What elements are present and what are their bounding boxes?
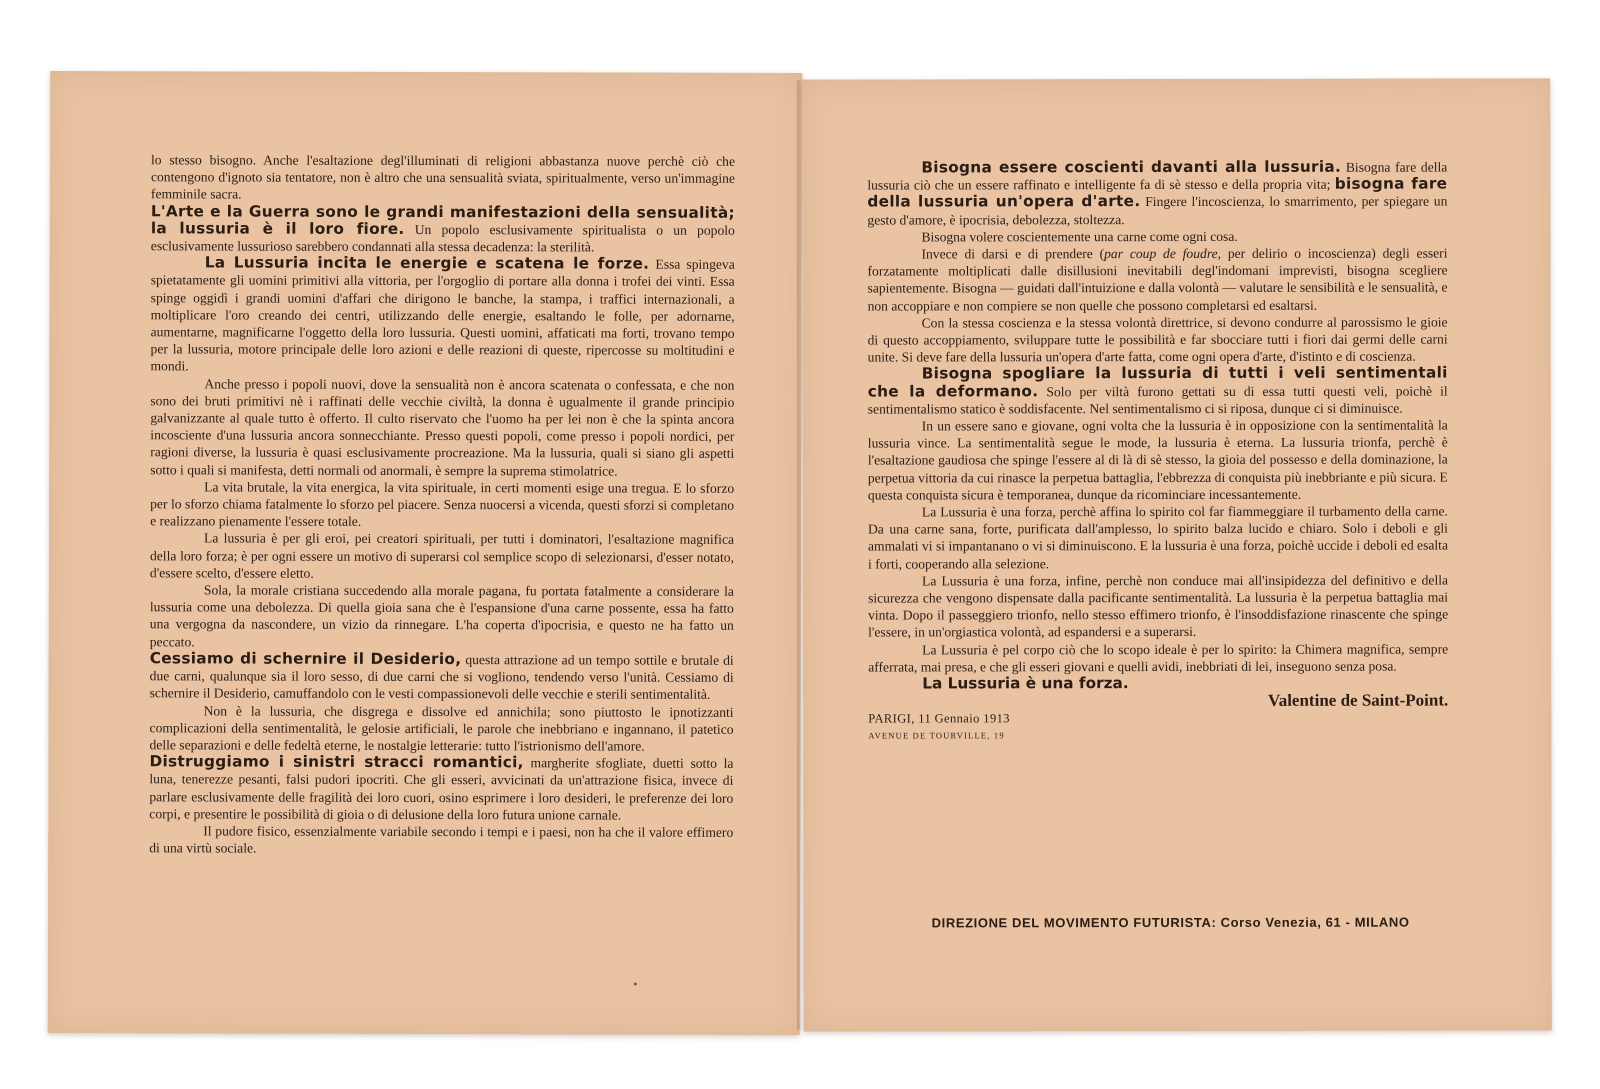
bold-heading: Bisogna essere coscienti davanti alla lussuria. (921, 157, 1342, 177)
paragraph (150, 254, 734, 376)
paragraph-text: Essa spingeva spietatamente gli uomini primitivi alla vittoria, per l'orgoglio di portare alla donna i trofei dei vinti. Essa spinge oggidì i grandi uomini d'affari che dirigono le banche, la stampa, i traffici internazionali, a moltiplicare l'oro creando dei centri, utilizzando delle energie, esaltando le folle, per adornarne, aumentarne, magnificarne l'oggetto della loro lussuria. Questi uomini, affaticati ma forti, trovano tempo per la lussuria, motore principale delle loro azioni e delle reazioni di queste, ripercosse su moltitudini e mondi. (150, 256, 735, 374)
paragraph: La Lussuria è una forza, infine, perchè non conduce mai all'insipidezza del definitivo e della sicurezza che vengono dispensate dalla pacificante sentimentalità. La lussuria è la perpetua battaglia mai vinta. Dopo il passeggiero trionfo, nello stesso effimero trionfo, è l'insoddisfazione rinascente che spinge l'essere, in un'orgiastica volontà, ad espandersi e a superarsi. (868, 572, 1449, 641)
left-text-column (149, 151, 735, 858)
paragraph-text: Invece di darsi e di prendere ( (921, 246, 1105, 262)
bold-heading: Distruggiamo i sinistri stracci romantici, (149, 752, 524, 772)
bold-heading: Cessiamo di schernire il Desiderio, (149, 649, 462, 668)
paragraph (868, 365, 1448, 418)
paragraph (867, 245, 1447, 315)
address-line: AVENUE DE TOURVILLE, 19 (868, 730, 1005, 741)
paragraph-text: questa attrazione ad un tempo sottile e brutale di due carni, qualunque sia il loro sesso, di due carni che si vogliono, tendendo verso l'unità. Cessiamo di schernire il Desiderio, camuffandolo con le vesti compassionevoli delle vecchie e sterili sentimentalità. (149, 651, 734, 703)
paragraph: Il pudore fisico, essenzialmente variabile secondo i tempi e i paesi, non ha che il valore effimero di una virtù sociale. (149, 823, 734, 856)
paragraph-text: per delirio o incoscienza) degli esseri forzatamente moltiplicati dalle disillusioni inevitabili degl'indomani imprevisti, bisogna scegliere sapientemente. Bisogna — guidati dall'intuizione e dalla volontà — valutare le sensibilità e le sensualità, e non accoppiare e non compiere se non quelle che possono completarsi ed esaltarsi. (867, 245, 1448, 314)
paragraph: Anche presso i popoli nuovi, dove la sensualità non è ancora scatenata o confessata, e che non sono dei bruti primitivi nè i raffinati delle vecchie civiltà, la donna è ugualmente il grande principio galvanizzante al quale tutto è offerto. Il culto riservato che l'uomo ha per lei non è che la spinta ancora incosciente d'una lussuria ancora sonnecchiante. Presso questi popoli, come presso i popoli nordici, per ragioni diverse, la lussuria è quasi esclusivamente procreazione. Ma la lussuria, quali si siano gli aspetti sotto i quali si manifesta, detti normali od anormali, è sempre la suprema stimolatrice. (150, 376, 735, 479)
publisher-footer: DIREZIONE DEL MOVIMENTO FUTURISTA: Corso Venezia, 61 - MILANO (931, 914, 1410, 931)
paragraph: La Lussuria è una forza, perchè affina lo spirito col far fiammeggiare il turbamento della carne. Da una carne sana, forte, purificata dall'amplesso, lo spirito balza lucido e chiaro. Solo i deboli e gli ammalati vi si impantanano o vi si diminuiscono. E la lussuria è una forza, poichè uccide i deboli ed esalta i forti, cooperando alla selezione. (867, 503, 1448, 572)
bold-heading: L'Arte e la Guerra sono le grandi manifestazioni della sensualità; la lussuria è il loro fiore. (150, 201, 735, 238)
paragraph (867, 159, 1447, 229)
paragraph (149, 753, 733, 823)
paragraph: Non è la lussuria, che disgrega e dissolve ed annichila; sono piuttosto le ipnotizzanti complicazioni della sentimentalità, le gelosie artificiali, le parole che inebbriano e ingannano, il patetico delle separazioni e delle fedeltà eterne, le nostalgie letterarie: tutto l'istrionismo dell'amore. (149, 702, 734, 754)
bold-heading: La Lussuria incita le energie e scatena le forze. (204, 253, 650, 273)
left-page (48, 71, 803, 1035)
bold-heading: bisogna fare della lussuria un'opera d'arte. (867, 174, 1448, 211)
right-page (802, 78, 1552, 1031)
paper-speck (634, 983, 637, 986)
paragraph-text: Un popolo esclusivamente spiritualista o un popolo esclusivamente lussurioso sarebbero condannati alla stessa decadenza: la sterilità. (150, 221, 735, 255)
bold-heading: Bisogna spogliare la lussuria di tutti i veli sentimentali che la deformano. (867, 363, 1448, 401)
paragraph-text: margherite sfogliate, duetti sotto la luna, tenerezze pesanti, falsi pudori ipocriti. Che gli esseri, avvicinati da un'attrazione fisica, invece di parlare esclusivamente delle fragilità dei loro cuori, osino esprimere i loro desideri, le preferenze dei loro corpi, e presentire le possibilità di gioia o di delusione della loro futura unione carnale. (149, 755, 734, 823)
paragraph: Sola, la morale cristiana succedendo alla morale pagana, fu portata fatalmente a considerare la lussuria come una debolezza. Di quella gioia sana che è l'espansione d'una carne possente, essa ha fatto una vergogna da nascondere, un vizio da rinnegare. L'ha coperta d'ipocrisia, e questo ne ha fatto un peccato. (149, 582, 734, 650)
paragraph: Bisogna volere coscientemente una carne come ogni cosa. (921, 228, 1238, 245)
paragraph-text: Solo per viltà furono gettati su di essa tutti questi veli, poichè il sentimentalismo statico è soddisfacente. Nel sentimentalismo ci si riposa, dunque ci si diminuisce. (867, 383, 1448, 417)
paragraph-text: Bisogna fare della lussuria ciò che un essere raffinato e intelligente fa di sè stesso e della propria vita; (867, 159, 1448, 193)
paragraph (150, 650, 734, 703)
paragraph-text: Fingere l'incoscienza, lo smarrimento, per spiegare un gesto d'amore, è ipocrisia, debolezza, stoltezza. (867, 193, 1448, 228)
paragraph: La vita brutale, la vita energica, la vita spirituale, in certi momenti esige una tregua. E lo sforzo per lo sforzo chiama fatalmente lo sforzo pel piacere. Senza nuocersi a vicenda, questi sforzi si completano e realizzano pienamente l'essere totale. (150, 479, 735, 530)
paragraph: lo stesso bisogno. Anche l'esaltazione degl'illuminati di religioni abbastanza nuove perchè ciò che contengono d'ignoto sia tentatore, non è altro che una sensualità sviata, spiritualmente, verso un'immagine femminile sacra. (150, 152, 736, 202)
paragraph: Con la stessa coscienza e la stessa volontà direttrice, si devono condurre al parossismo le gioie di questo accoppiamento, sviluppare tutte le possibilità e far sbocciare tutti i fiori dai germi delle carni unite. Si deve fare della lussuria un'opera d'arte fatta, come ogni opera d'arte, d'istinto e di coscienza. (867, 314, 1448, 365)
closing-statement: La Lussuria è una forza. (922, 674, 1129, 693)
right-text-column (867, 159, 1448, 745)
paragraph: La lussuria è per gli eroi, pei creatori spirituali, per tutti i dominatori, l'esaltazione magnifica della loro forza; è per ogni essere un motivo di superarsi col semplice scopo di selezionarsi, d'esser notato, d'essere scelto, d'essere eletto. (149, 530, 735, 581)
author-signature: Valentine de Saint-Point. (1267, 690, 1449, 711)
paragraph (151, 203, 735, 256)
paragraph: In un essere sano e giovane, ogni volta che la lussuria è in opposizione con la sentimentalità la lussuria vince. La sentimentalità segue le mode, la lussuria è eterna. La lussuria trionfa, perchè è l'esaltazione gaudiosa che spinge l'essere al di là di sè stesso, la gioia del possesso e della dominazione, la perpetua vittoria da cui rinasce la perpetua battaglia, l'ebbrezza di conquista più inebbriante e più sicura. E questa conquista sicura è temporanea, dunque da ricominciare incessantemente. (867, 417, 1448, 503)
dateline: PARIGI, 11 Gennaio 1913 (868, 710, 1010, 726)
paragraph: La Lussuria è pel corpo ciò che lo scopo ideale è per lo spirito: la Chimera magnifica, sempre afferrata, mai presa, e che gli esseri giovani e quelli avidi, inebbriati di lei, inseguono senza posa. (868, 641, 1449, 675)
italic-phrase: par coup de foudre, (1104, 245, 1222, 262)
